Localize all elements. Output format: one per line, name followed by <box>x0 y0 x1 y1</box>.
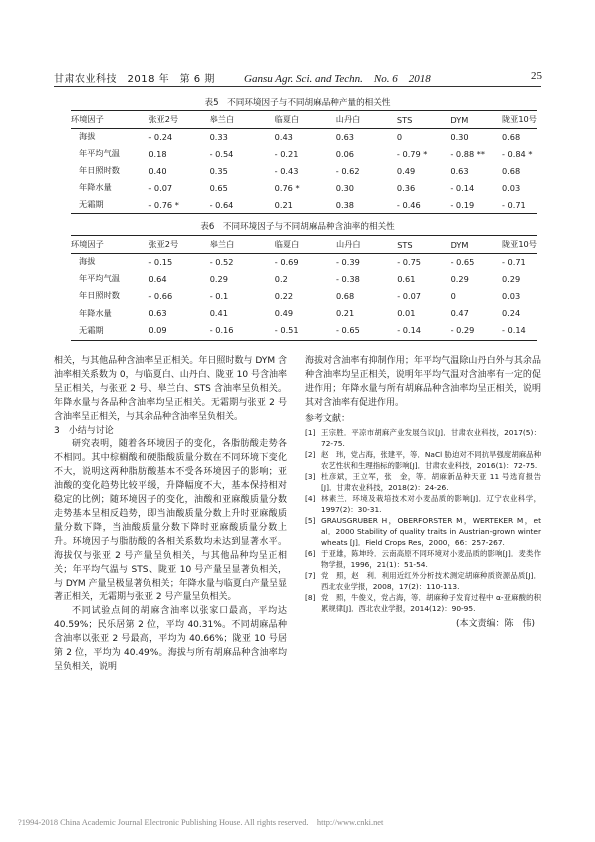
table-cell: 0.47 <box>450 308 469 319</box>
table-cell: 0.30 <box>335 182 355 193</box>
column-header: 皋兰白 <box>209 239 235 249</box>
table-cell: 0 <box>396 131 403 142</box>
table-row <box>71 287 537 304</box>
reference-number: [4] <box>305 493 316 503</box>
table-cell: - 0.75 <box>397 256 421 267</box>
table6-bottom-rule <box>71 340 537 341</box>
table-cell: - 0.14 <box>450 182 475 193</box>
table-cell: 0.65 <box>209 182 228 193</box>
table-cell: 0.29 <box>450 273 469 284</box>
column-header: 陇亚10号 <box>501 239 537 249</box>
table-cell: 0.68 <box>501 165 521 176</box>
table-row <box>71 322 537 339</box>
left-column <box>54 355 287 675</box>
table-cell: - 0.39 <box>336 256 360 267</box>
reference-item <box>305 493 541 515</box>
references-title: 参考文献： <box>305 413 351 424</box>
table-cell: 0.63 <box>450 165 469 176</box>
row-label: 年日照时数 <box>79 165 120 175</box>
table-cell: 0.18 <box>148 148 167 159</box>
reference-text: 赵 玮，党占海，张建平，等．NaCl 胁迫对不同抗旱强度胡麻品种农艺性状和生理指标的影响[J]．甘肃农业科技，2016(1)：72-75. <box>321 449 541 470</box>
table-cell: - 0.38 <box>336 273 360 284</box>
table-cell: - 0.71 <box>501 199 526 210</box>
table-cell: - 0.66 <box>148 290 173 301</box>
page-number: 25 <box>531 70 542 82</box>
right-column <box>305 355 541 631</box>
reference-item <box>305 427 541 449</box>
table-cell: - 0.69 <box>274 256 299 267</box>
table-cell: - 0.1 <box>209 290 229 301</box>
header-rule <box>54 86 541 87</box>
reference-text: 党 照，赵 利．利用近红外分析技术测定胡麻种质资源品质[J]．西北农业学报，2008，17(2)：110-113. <box>321 570 541 591</box>
table-cell: 0.29 <box>209 273 228 284</box>
table-cell: 0.01 <box>397 308 416 319</box>
table-cell: - 0.15 <box>148 256 173 267</box>
table5 <box>71 111 537 213</box>
table-cell: - 0.29 <box>450 325 475 336</box>
table-cell: 0.68 <box>501 131 521 142</box>
reference-text: GRAUSGRUBER H，OBERFORSTER M，WERTEKER M，et al．2000 Stability of quality traits in Austrian-grown winter wheats [J]．Field Crops Res，2000，66：257-267. <box>321 515 541 547</box>
table-row <box>71 305 537 322</box>
table-row <box>71 179 537 196</box>
reference-list <box>305 427 541 614</box>
table-cell: 0.30 <box>450 131 469 142</box>
table-row <box>71 128 537 145</box>
table-cell: 0.64 <box>148 273 167 284</box>
table-cell: - 0.19 <box>450 199 475 210</box>
row-label: 年降水量 <box>79 307 112 318</box>
row-label: 无霜期 <box>79 324 104 335</box>
table-cell: - 0.62 <box>335 165 360 176</box>
reference-number: [1] <box>305 427 316 437</box>
table-cell: 0.35 <box>209 165 228 176</box>
reference-item <box>305 515 541 548</box>
table-cell: - 0.46 <box>396 199 421 210</box>
table-row <box>71 162 537 179</box>
table-cell: 0.49 <box>274 308 294 319</box>
column-header: 环境因子 <box>71 239 104 249</box>
table-cell: - 0.79 * <box>396 148 428 159</box>
column-header: 山丹白 <box>336 239 361 249</box>
reference-item <box>305 449 541 471</box>
table6-caption: 表6 不同环境因子与不同胡麻品种含油率的相关性 <box>200 222 395 232</box>
table-cell: 0.24 <box>501 308 521 319</box>
reference-number: [5] <box>305 515 316 525</box>
column-header: DYM <box>450 114 469 125</box>
table-cell: 0.40 <box>148 165 167 176</box>
column-header: DYM <box>450 239 469 250</box>
table-cell: - 0.14 <box>397 325 421 336</box>
section-heading: 3 小结与讨论 <box>54 425 114 436</box>
column-header: STS <box>397 239 413 250</box>
reference-text: 于亚雄，陈坤玲．云南高原不同环境对小麦品质的影响[J]．麦类作物学报，1996，21(1)：51-54. <box>321 548 541 569</box>
table-cell: 0.61 <box>397 273 416 284</box>
row-label: 年降水量 <box>79 182 112 192</box>
column-header: STS <box>396 114 413 125</box>
reference-number: [2] <box>305 449 316 459</box>
paragraph: 研究表明，随着各环境因子的变化，各脂肪酸走势各不相同。其中棕榈酸和硬脂酸质量分数在不同环境下变化不大，说明这两种脂肪酸基本不受各环境因子的影响；亚油酸的变化趋势比较平缓，升降幅度不大，基本保持相对稳定的比例；随环境因子的变化，油酸和亚麻酸质量分数走势基本呈相反趋势，即当油酸质量分数上升时亚麻酸质量分数下降，当油酸质量分数下降时亚麻酸质量分数上升。环境因子与脂肪酸的各相关系数均未达到显著水平。海拔仅与张亚 2 号产量呈负相关，与其他品种均呈正相关；年平均气温与 STS、陇亚 10 号产量呈显著负相关，与 DYM 产量呈极显著负相关；年降水量与临夏白产量呈显著正相关，无霜期与张亚 2 号产量呈负相关。 <box>54 439 287 603</box>
row-label: 海拔 <box>79 256 96 267</box>
paragraph: 相关，与其他品种含油率呈正相关。年日照时数与 DYM 含油率相关系数为 0，与临夏白、山丹白、陇亚 10 号含油率呈正相关，与张亚 2 号、皋兰白、STS 含油率呈负相关。年降水量与各品种含油率均呈正相关。无霜期与张亚 2 号含油率呈正相关，与其余品种含油率呈负相关。 <box>54 356 287 422</box>
table-cell: 0.03 <box>501 290 521 301</box>
reference-number: [7] <box>305 570 316 580</box>
table-cell: 0.49 <box>396 165 416 176</box>
copyright-footer: ?1994-2018 China Academic Journal Electronic Publishing House. All rights reserved. http://www.cnki.net <box>18 818 384 827</box>
row-label: 年平均气温 <box>79 273 120 284</box>
table-cell: 0.63 <box>148 308 167 319</box>
table-cell: 0.2 <box>274 273 288 284</box>
table-cell: 0.63 <box>335 131 355 142</box>
table-cell: 0.43 <box>274 131 293 142</box>
table-cell: - 0.24 <box>148 131 173 142</box>
table-row <box>71 270 537 287</box>
table-cell: 0.33 <box>209 131 228 142</box>
table-cell: - 0.65 <box>450 256 475 267</box>
table5-bottom-rule <box>71 213 537 214</box>
table-cell: - 0.16 <box>209 325 234 336</box>
reference-number: [8] <box>305 592 316 602</box>
table-cell: - 0.52 <box>209 256 234 267</box>
row-label: 年日照时数 <box>79 290 120 301</box>
reference-text: 杜彦斌，王立军，张 金，等．胡麻新品种天亚 11 号选育报告[J]．甘肃农业科技，2018(2)：24-26. <box>321 471 541 492</box>
column-header: 山丹白 <box>335 114 361 124</box>
table-cell: 0.76 * <box>274 182 300 193</box>
row-label: 海拔 <box>79 131 96 141</box>
table-cell: 0.36 <box>396 182 416 193</box>
table-cell: - 0.65 <box>336 325 360 336</box>
column-header: 张亚2号 <box>148 239 179 249</box>
column-header: 张亚2号 <box>148 114 179 124</box>
table-cell: - 0.21 <box>274 148 299 159</box>
table-cell: - 0.76 * <box>148 199 179 210</box>
journal-title-cn <box>54 70 215 85</box>
table-cell: - 0.51 <box>274 325 299 336</box>
table-cell: 0.29 <box>501 273 521 284</box>
reference-number: [3] <box>305 471 316 481</box>
table-cell: 0.21 <box>274 199 293 210</box>
table-cell: - 0.07 <box>397 290 421 301</box>
table-cell: - 0.71 <box>501 256 526 267</box>
table-row <box>71 196 537 213</box>
reference-text: 党 照，牛俊义，党占海，等．胡麻种子发育过程中 α-亚麻酸的积累规律[J]．西北农业学报，2014(12)：90-95. <box>321 592 541 613</box>
table-cell: 0.21 <box>336 308 355 319</box>
table-cell: - 0.14 <box>501 325 526 336</box>
column-header: 陇亚10号 <box>501 114 537 124</box>
reference-text: 王宗胜．平凉市胡麻产业发展刍议[J]．甘肃农业科技，2017(5)：72-75. <box>321 427 541 448</box>
table-cell: - 0.64 <box>209 199 234 210</box>
table-row <box>71 145 537 162</box>
column-header: 临夏白 <box>274 239 300 249</box>
reference-item <box>305 471 541 493</box>
table-cell: 0.09 <box>148 325 167 336</box>
journal-name: 甘肃农业科技 <box>54 74 117 85</box>
reference-item <box>305 570 541 592</box>
reference-text: 林素兰．环境及栽培技术对小麦品质的影响[J]．辽宁农业科学，1997(2)：30-31. <box>321 493 541 514</box>
reference-item <box>305 592 541 614</box>
table-cell: - 0.43 <box>274 165 299 176</box>
column-header: 临夏白 <box>274 114 300 124</box>
table-cell: - 0.07 <box>148 182 173 193</box>
column-header: 皋兰白 <box>209 114 235 124</box>
column-header: 环境因子 <box>71 114 104 124</box>
row-label: 无霜期 <box>79 199 104 209</box>
table-cell: 0.68 <box>336 290 355 301</box>
editor-note: (本文责编：陈 伟) <box>455 618 535 629</box>
year-issue: 2018 年 第 6 期 <box>127 74 215 85</box>
table-cell: - 0.88 ** <box>450 148 485 159</box>
row-label: 年平均气温 <box>79 148 120 158</box>
table-cell: 0.06 <box>335 148 355 159</box>
journal-title-en: Gansu Agr. Sci. and Techn. No. 6 2018 <box>244 73 431 85</box>
table5-caption: 表5 不同环境因子与不同胡麻品种产量的相关性 <box>204 98 391 108</box>
table-cell: 0.41 <box>209 308 228 319</box>
paragraph: 海拔对含油率有抑制作用；年平均气温除山丹白外与其余品种含油率均呈正相关，说明年平均气温对含油率有一定的促进作用；年降水量与所有胡麻品种含油率均呈正相关，说明其对含油率有促进作用。 <box>305 356 541 408</box>
table-cell: - 0.84 * <box>501 148 533 159</box>
table-cell: 0.22 <box>274 290 294 301</box>
table-row <box>71 253 537 270</box>
reference-item <box>305 548 541 570</box>
table-cell: 0.03 <box>501 182 521 193</box>
paragraph: 不同试验点间的胡麻含油率以张家口最高，平均达 40.59%；民乐居第 2 位，平均 40.31%。不同胡麻品种含油率以张亚 2 号最高，平均为 40.66%；陇亚 10 号居第 2 位，平均为 40.49%。海拔与所有胡麻品种含油率均呈负相关，说明 <box>54 606 287 672</box>
reference-number: [6] <box>305 548 316 558</box>
table-cell: 0.38 <box>335 199 355 210</box>
table-cell: - 0.54 <box>209 148 234 159</box>
table-cell: 0 <box>450 290 456 301</box>
table6 <box>71 236 537 339</box>
